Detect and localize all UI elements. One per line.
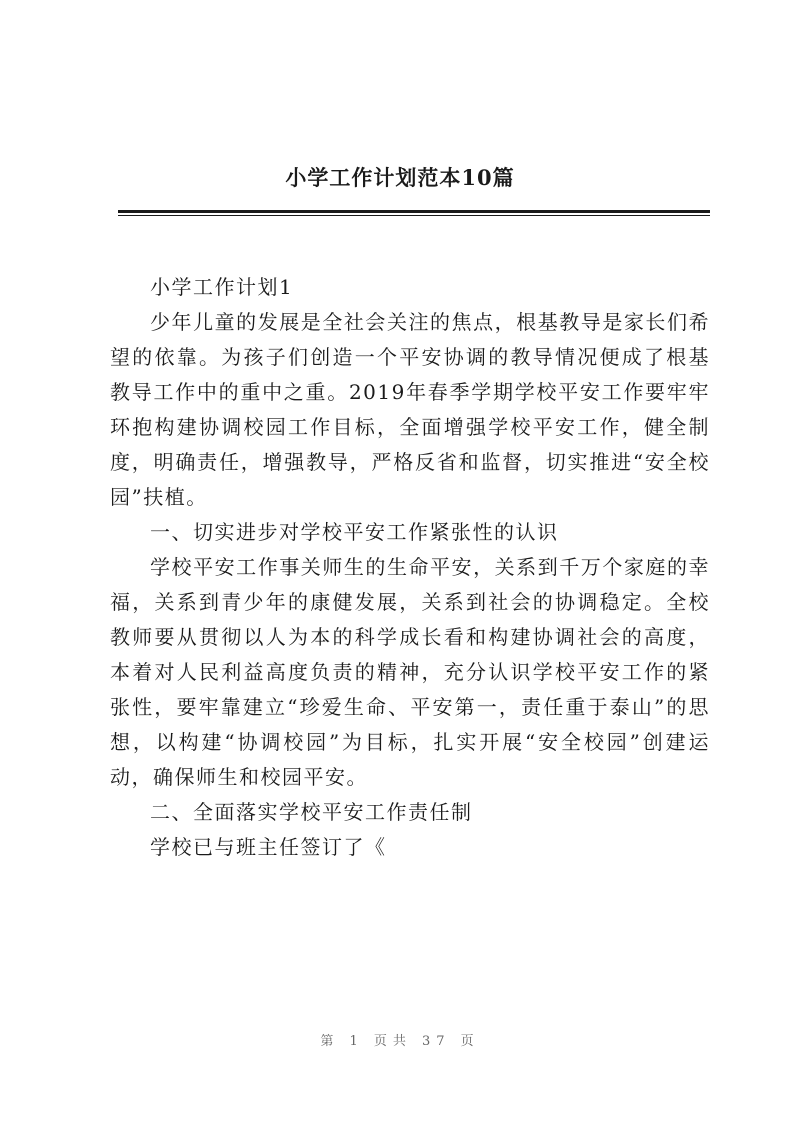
page-footer: 第 1 页共 37 页	[320, 1034, 480, 1049]
section-heading: 小学工作计划1	[150, 275, 294, 299]
section-heading: 一、切实进步对学校平安工作紧张性的认识	[150, 520, 559, 544]
title-rule-thick	[118, 210, 710, 213]
section-heading: 二、全面落实学校平安工作责任制	[150, 800, 473, 824]
title-rule-thin	[118, 215, 710, 216]
document-body	[110, 270, 710, 865]
paragraph: 少年儿童的发展是全社会关注的焦点，根基教导是家长们希望的依靠。为孩子们创造一个平安协调的教导情况便成了根基教导工作中的重中之重。2019年春季学期学校平安工作要牢牢环抱构建协调校园工作目标，全面增强学校平安工作，健全制度，明确责任，增强教导，严格反省和监督，切实推进“安全校园”扶植。	[110, 310, 710, 509]
paragraph: 学校平安工作事关师生的生命平安，关系到千万个家庭的幸福，关系到青少年的康健发展，关系到社会的协调稳定。全校教师要从贯彻以人为本的科学成长看和构建协调社会的高度，本着对人民利益高度负责的精神，充分认识学校平安工作的紧张性，要牢靠建立“珍爱生命、平安第一，责任重于泰山”的思想，以构建“协调校园”为目标，扎实开展“安全校园”创建运动，确保师生和校园平安。	[110, 555, 710, 789]
paragraph: 学校已与班主任签订了《	[150, 835, 387, 859]
document-title: 小学工作计划范本10篇	[285, 165, 515, 190]
